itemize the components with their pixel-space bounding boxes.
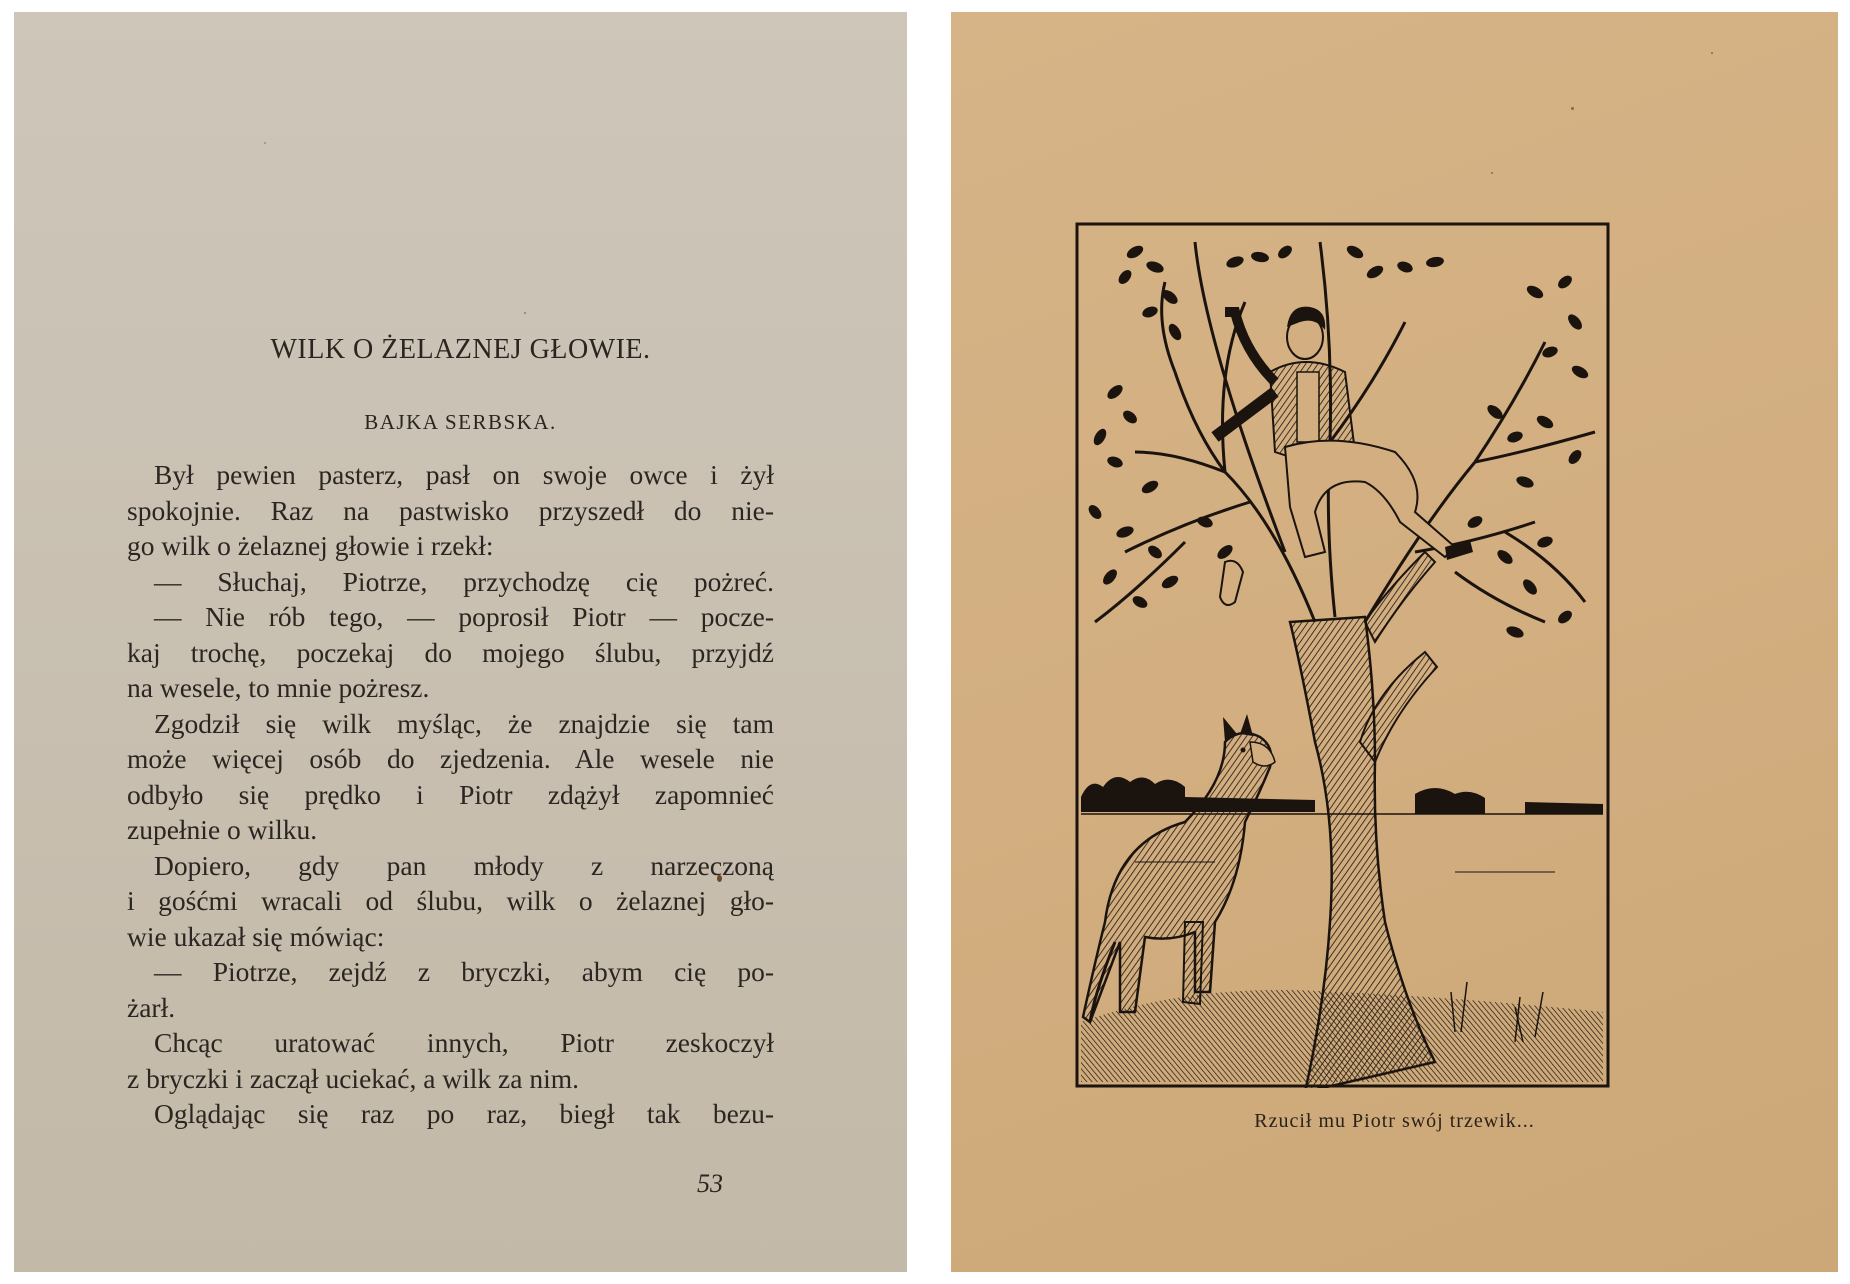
text-line: Był pewien pasterz, pasł on swoje owce i żył: [154, 459, 774, 490]
text-line: Chcąc uratować innych, Piotr zeskoczył: [154, 1027, 774, 1058]
tree-wolf-illustration: [1075, 222, 1610, 1088]
story-text: [127, 457, 774, 1132]
text-line: może więcej osób do zjedzenia. Ale wesele nie: [127, 743, 774, 774]
man-figure: [1215, 307, 1473, 560]
story-title: WILK O ŻELAZNEJ GŁOWIE.: [270, 334, 651, 365]
right-page: [951, 12, 1838, 1272]
text-line: — Nie rób tego, — poprosił Piotr — pocze-: [154, 601, 774, 632]
wolf-figure: [1083, 714, 1275, 1022]
story-subtitle: BAJKA SERBSKA.: [364, 410, 557, 434]
text-line: żarł.: [127, 991, 176, 1023]
text-line: Dopiero, gdy pan młody z narzeczoną: [154, 849, 774, 881]
treeline-right: [1415, 788, 1485, 814]
text-line: zupełnie o wilku.: [127, 814, 318, 845]
text-line: z bryczki i zaczął uciekać, a wilk za nim.: [127, 1062, 579, 1094]
text-line: go wilk o żelaznej głowie i rzekł:: [127, 530, 494, 561]
treeline-left: [1081, 777, 1185, 812]
text-line: — Słuchaj, Piotrze, przychodzę cię pożreć.: [154, 565, 774, 597]
falling-shoe: [1220, 561, 1243, 605]
page-number: 53: [697, 1169, 723, 1198]
text-line: odbyło się prędko i Piotr zdążył zapomnieć: [127, 778, 774, 810]
text-line: Oglądając się raz po raz, biegł tak bezu-: [154, 1098, 774, 1129]
text-line: wie ukazał się mówiąc:: [127, 920, 385, 952]
text-line: kaj trochę, poczekaj do mojego ślubu, przyjdź: [127, 636, 774, 668]
text-line: — Piotrze, zejdź z bryczki, abym cię po-: [154, 956, 774, 987]
left-page: [14, 12, 907, 1272]
text-line: spokojnie. Raz na pastwisko przyszedł do nie-: [127, 494, 774, 526]
text-line: Zgodził się wilk myśląc, że znajdzie się tam: [154, 707, 774, 739]
illustration-caption: Rzucił mu Piotr swój trzewik...: [1254, 1110, 1535, 1132]
text-line: i gośćmi wracali od ślubu, wilk o żelaznej gło-: [127, 885, 774, 916]
text-line: na wesele, to mnie pożresz.: [127, 672, 430, 703]
